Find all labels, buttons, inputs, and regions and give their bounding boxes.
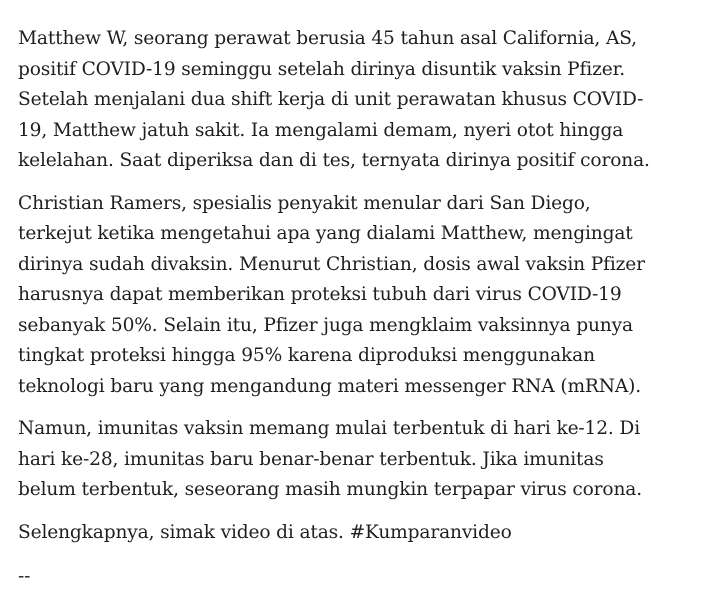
article-paragraph-3: Namun, imunitas vaksin memang mulai terbentuk di hari ke-12. Di hari ke-28, imunitas baru benar-benar terbentuk. Jika imunitas belum terbentuk, seseorang masih mungkin terpapar virus corona. (18, 418, 642, 500)
article-paragraph-4: Selengkapnya, simak video di atas. #Kumparanvideo (18, 521, 512, 543)
article-separator: -- (18, 566, 31, 587)
article-paragraph-2: Christian Ramers, spesialis penyakit menular dari San Diego, terkejut ketika mengetahui apa yang dialami Matthew, mengingat dirinya sudah divaksin. Menurut Christian, dosis awal vaksin Pfizer harusnya dapat memberikan proteksi tubuh dari virus COVID-19 sebanyak 50%. Selain itu, Pfizer juga mengklaim vaksinnya punya tingkat proteksi hingga 95% karena diproduksi menggunakan teknologi baru yang mengandung materi messenger RNA (mRNA). (18, 192, 645, 397)
article-paragraph-1: Matthew W, seorang perawat berusia 45 tahun asal California, AS, positif COVID-19 seminggu setelah dirinya disuntik vaksin Pfizer. Setelah menjalani dua shift kerja di unit perawatan khusus COVID-19, Matthew jatuh sakit. Ia mengalami demam, nyeri otot hingga kelelahan. Saat diperiksa dan di tes, ternyata dirinya positif corona. (18, 28, 650, 171)
article-body (18, 24, 658, 605)
